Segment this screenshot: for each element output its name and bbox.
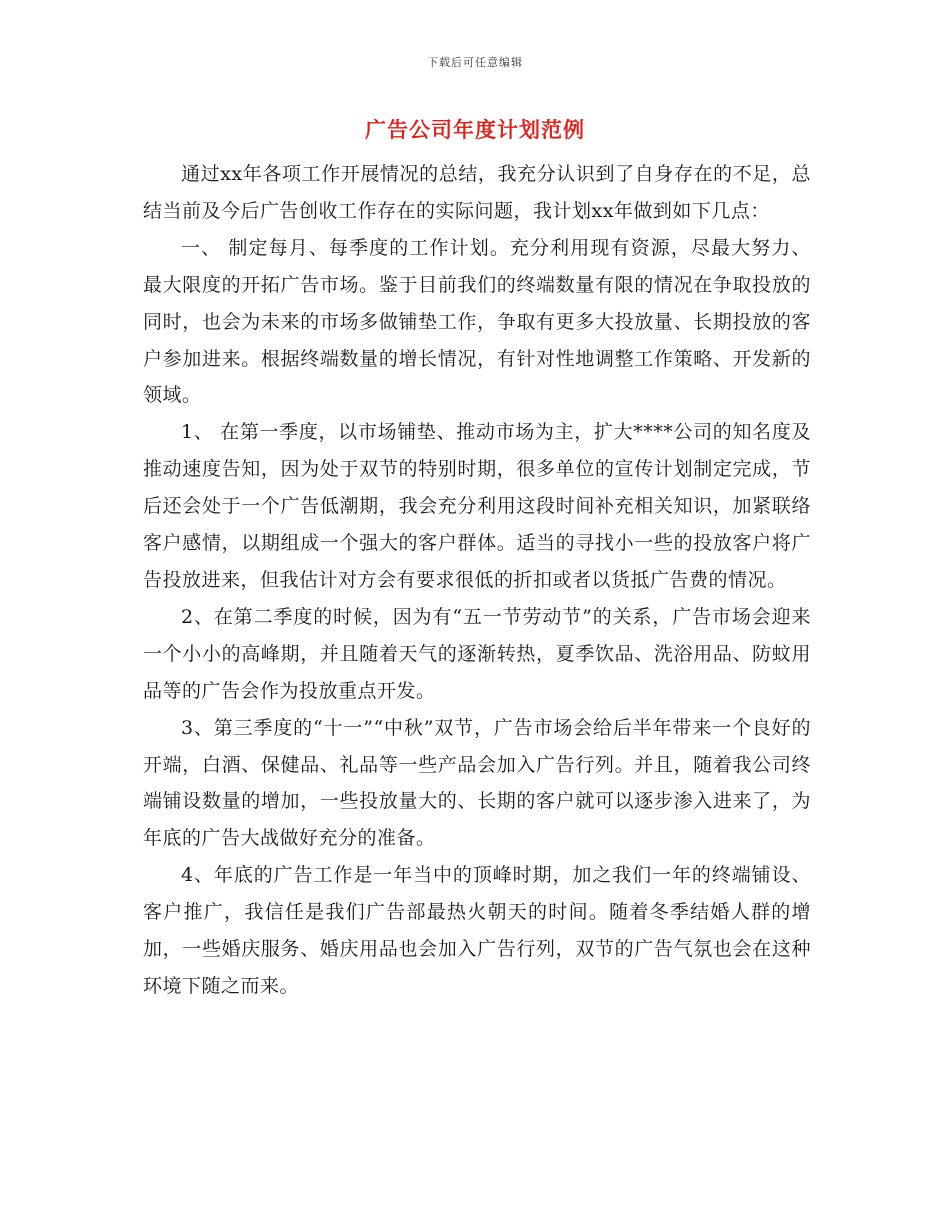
paragraph-q4: 4、年底的广告工作是一年当中的顶峰时期，加之我们一年的终端铺设、客户推广，我信任是我们广告部最热火朝天的时间。随着冬季结婚人群的增加，一些婚庆服务、婚庆用品也会加入广告行列，双节的广告气氛也会在这种环境下随之而来。 [143,864,811,997]
paragraph-q2: 2、在第二季度的时候，因为有“五一节劳动节”的关系，广告市场会迎来一个小小的高峰期，并且随着天气的逐渐转热，夏季饮品、洗浴用品、防蚊用品等的广告会作为投放重点开发。 [143,605,811,702]
paragraph-q3: 3、第三季度的“十一”“中秋”双节，广告市场会给后半年带来一个良好的开端，白酒、保健品、礼品等一些产品会加入广告行列。并且，随着我公司终端铺设数量的增加，一些投放量大的、长期的客户就可以逐步渗入进来了，为年底的广告大战做好充分的准备。 [143,716,811,850]
document-body [143,156,811,1005]
paragraph-q1: 1、 在第一季度，以市场铺垫、推动市场为主，扩大****公司的知名度及推动速度告知，因为处于双节的特别时期，很多单位的宣传计划制定完成，节后还会处于一个广告低潮期，我会充分利用这段时间补充相关知识，加紧联络客户感情，以期组成一个强大的客户群体。适当的寻找小一些的投放客户将广告投放进来，但我估计对方会有要求很低的折扣或者以货抵广告费的情况。 [143,421,811,591]
document-title: 广告公司年度计划范例 [365,117,585,142]
paragraph-intro: 通过xx年各项工作开展情况的总结，我充分认识到了自身存在的不足，总结当前及今后广告创收工作存在的实际问题，我计划xx年做到如下几点： [143,163,811,222]
header-note: 下载后可任意编辑 [427,56,523,69]
paragraph-section-1: 一、 制定每月、每季度的工作计划。充分利用现有资源，尽最大努力、最大限度的开拓广告市场。鉴于目前我们的终端数量有限的情况在争取投放的同时，也会为未来的市场多做铺垫工作，争取有更多大投放量、长期投放的客户参加进来。根据终端数量的增长情况，有针对性地调整工作策略、开发新的领域。 [143,236,811,407]
